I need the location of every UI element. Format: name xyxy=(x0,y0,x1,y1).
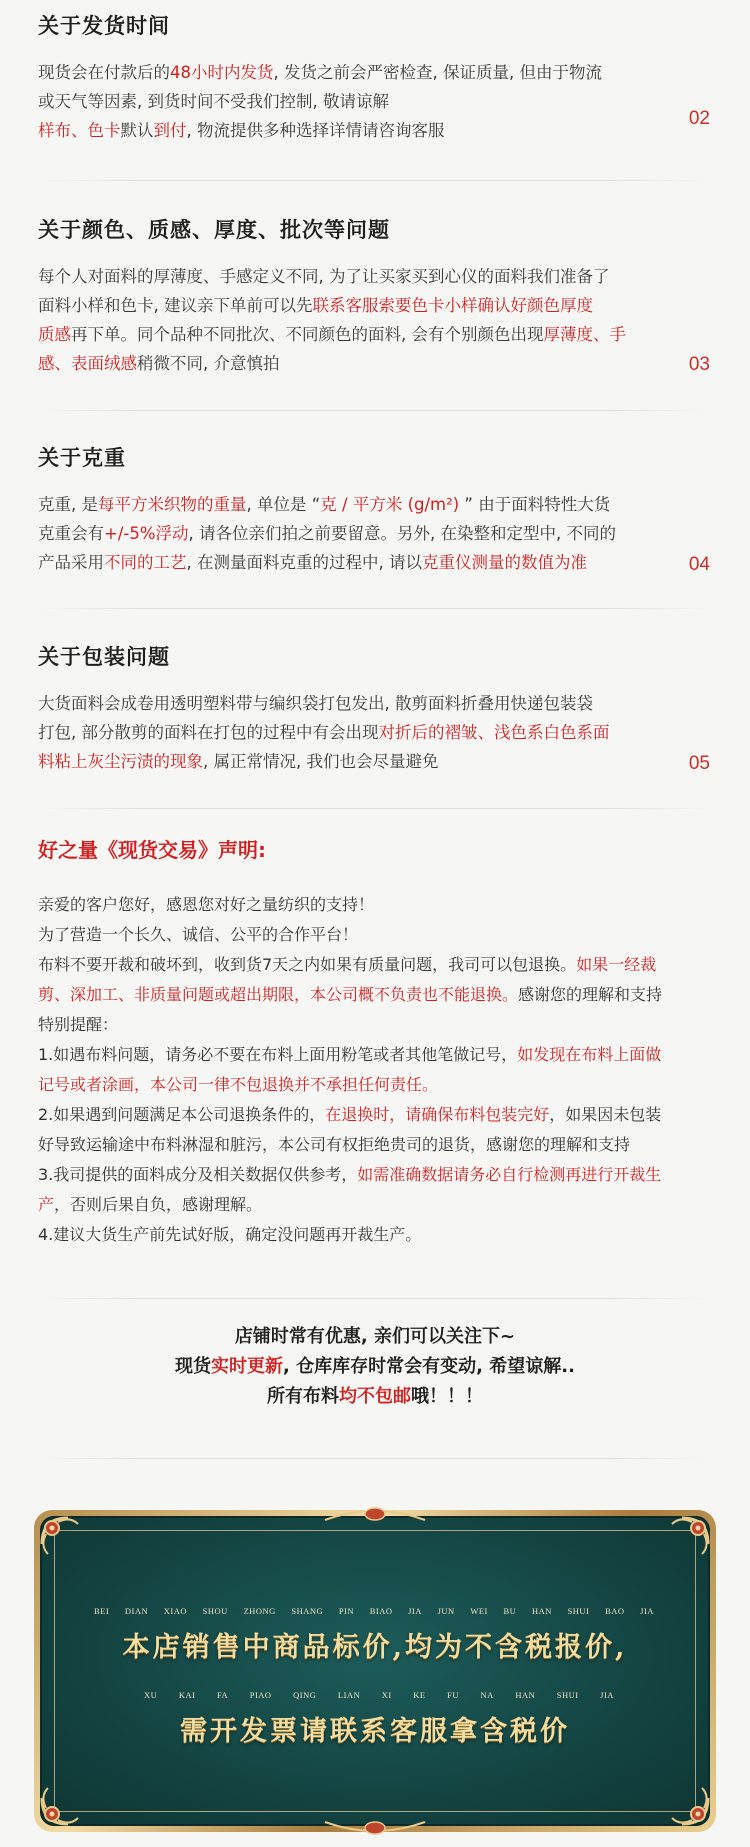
highlight-text: 联系客服索要色卡小样确认好颜色厚度 xyxy=(312,296,593,315)
highlight-text: 记号或者涂画，本公司一律不包退换并不承担任何责任。 xyxy=(38,1075,439,1094)
text-span: 亲爱的客户您好，感恩您对好之量纺织的支持！ xyxy=(38,895,375,914)
text-span: , 请各位亲们拍之前要留意。另外, 在染整和定型中, 不同的 xyxy=(188,524,616,543)
text-span: 4.建议大货生产前先试好版，确定没问题再开裁生产。 xyxy=(38,1225,422,1244)
section-weight xyxy=(38,444,710,578)
trade-statement xyxy=(38,836,718,1250)
corner-ornament-icon xyxy=(38,1774,92,1828)
highlight-text: 不同的工艺 xyxy=(104,553,187,572)
text-span: 稍微不同, 介意慎拍 xyxy=(137,354,280,373)
highlight-text: 到付 xyxy=(153,121,187,140)
text-line xyxy=(38,920,718,950)
text-span: 每个人对面料的厚薄度、手感定义不同, 为了让买家买到心仪的面料我们准备了 xyxy=(38,267,610,286)
text-line xyxy=(38,519,658,548)
text-span: 所有布料 xyxy=(267,1386,339,1407)
section-color-texture xyxy=(38,216,710,378)
top-ornament-icon xyxy=(315,1504,435,1526)
section-number: 05 xyxy=(688,753,710,774)
text-span: , 仓库库存时常会有变动, 希望谅解.. xyxy=(283,1356,575,1377)
text-span: 克重会有 xyxy=(38,524,104,543)
statement-body xyxy=(38,890,718,1250)
pinyin-syllable: KE xyxy=(413,1690,426,1700)
bottom-ornament-icon xyxy=(315,1816,435,1838)
section-body xyxy=(38,490,658,577)
highlight-text: 对折后的褶皱、浅色系白色系面 xyxy=(378,723,610,742)
pinyin-syllable: SHUI xyxy=(556,1690,579,1700)
pinyin-syllable: FA xyxy=(216,1690,229,1700)
section-shipping-time xyxy=(38,12,710,140)
highlight-text: 感、表面绒感 xyxy=(38,354,137,373)
text-span: 为了营造一个长久、诚信、公平的合作平台！ xyxy=(38,925,359,944)
section-title: 关于克重 xyxy=(38,446,126,470)
corner-ornament-icon xyxy=(658,1514,712,1568)
text-line xyxy=(38,262,658,291)
pinyin-syllable: BAO xyxy=(605,1606,625,1616)
text-span: 打包, 部分散剪的面料在打包的过程中有会出现 xyxy=(38,723,379,742)
section-body xyxy=(38,689,658,776)
section-number: 03 xyxy=(688,354,710,375)
highlight-text: 样布、色卡 xyxy=(38,121,121,140)
pinyin-syllable: ZHONG xyxy=(243,1606,276,1616)
text-span: 哦！！！ xyxy=(411,1386,483,1407)
text-span: 大货面料会成卷用透明塑料带与编织袋打包发出, 散剪面料折叠用快递包装袋 xyxy=(38,694,593,713)
text-span: , 在测量面料克重的过程中, 请以 xyxy=(186,553,422,572)
corner-ornament-icon xyxy=(658,1774,712,1828)
text-span: 现货 xyxy=(175,1356,212,1377)
text-line xyxy=(38,87,658,116)
text-line xyxy=(38,950,718,980)
text-span: , 物流提供多种选择详情请咨询客服 xyxy=(186,121,445,140)
pinyin-syllable: DIAN xyxy=(124,1606,149,1616)
divider xyxy=(38,180,710,181)
highlight-text: 如发现在布料上面做 xyxy=(517,1045,662,1064)
text-span: , 发货之前会严密检查, 保证质量, 但由于物流 xyxy=(273,63,602,82)
text-line xyxy=(38,490,658,519)
statement-title: 好之量《现货交易》声明: xyxy=(38,838,266,862)
text-span: ，如果因未包装 xyxy=(549,1105,662,1124)
text-line xyxy=(38,1190,718,1220)
pinyin-syllable: SHANG xyxy=(291,1606,324,1616)
pinyin-syllable: BIAO xyxy=(369,1606,393,1616)
highlight-text: 剪、深加工、非质量问题或超出期限，本公司概不负责也不能退换。 xyxy=(38,985,519,1004)
text-span: 1.如遇布料问题，请务必不要在布料上面用粉笔或者其他笔做记号， xyxy=(38,1045,518,1064)
text-line xyxy=(38,58,658,87)
store-notice xyxy=(0,1322,750,1412)
highlight-text: 克重仪测量的数值为准 xyxy=(421,553,587,572)
text-span: 3.我司提供的面料成分及相关数据仅供参考， xyxy=(38,1165,358,1184)
pinyin-syllable: HAN xyxy=(515,1690,536,1700)
pinyin-syllable: XIAO xyxy=(163,1606,188,1616)
divider xyxy=(38,410,710,411)
text-span: 2.如果遇到问题满足本公司退换条件的， xyxy=(38,1105,326,1124)
text-span: 店铺时常有优惠, 亲们可以关注下~ xyxy=(234,1326,516,1347)
section-packaging xyxy=(38,643,710,777)
section-body xyxy=(38,58,658,145)
pinyin-syllable: SHOU xyxy=(202,1606,228,1616)
text-line xyxy=(38,349,658,378)
text-line xyxy=(38,116,658,145)
banner-inner-border xyxy=(54,1530,696,1812)
banner-line-2: 需开发票请联系客服拿含税价 xyxy=(180,1716,570,1747)
text-line xyxy=(38,1220,718,1250)
text-span: 面料小样和色卡, 建议亲下单前可以先 xyxy=(38,296,313,315)
text-line xyxy=(0,1382,750,1412)
pinyin-row-2 xyxy=(144,1690,614,1700)
pinyin-syllable: JIA xyxy=(408,1606,422,1616)
text-span: 好导致运输途中布料淋湿和脏污，本公司有权拒绝贵司的退货，感谢您的理解和支持 xyxy=(38,1135,631,1154)
section-title: 关于发货时间 xyxy=(38,14,170,38)
divider xyxy=(38,1298,710,1299)
tax-notice-banner xyxy=(34,1510,716,1832)
divider xyxy=(38,1458,710,1459)
text-span: 产品采用 xyxy=(38,553,104,572)
highlight-text: 实时更新 xyxy=(211,1356,284,1377)
text-line xyxy=(38,980,718,1010)
text-line xyxy=(38,689,658,718)
text-span: , 单位是 “ xyxy=(246,495,321,514)
section-title: 关于包装问题 xyxy=(38,645,170,669)
text-line xyxy=(38,1070,718,1100)
text-span: 或天气等因素, 到货时间不受我们控制, 敬请谅解 xyxy=(38,92,389,111)
text-line xyxy=(38,1130,718,1160)
highlight-text: 产 xyxy=(38,1195,55,1214)
section-body xyxy=(38,262,658,378)
pinyin-syllable: SHUI xyxy=(567,1606,590,1616)
pinyin-syllable: BU xyxy=(503,1606,517,1616)
text-line xyxy=(38,320,658,349)
pinyin-syllable: PIN xyxy=(338,1606,355,1616)
text-span: ，否则后果自负，感谢理解。 xyxy=(54,1195,263,1214)
text-line xyxy=(38,548,658,577)
text-span: , 属正常情况, 我们也会尽量避免 xyxy=(203,752,439,771)
highlight-text: 在退换时，请确保布料包装完好 xyxy=(325,1105,550,1124)
text-span: 布料不要开裁和破坏到，收到货7天之内如果有质量问题，我司可以包退换。 xyxy=(38,955,577,974)
text-line xyxy=(38,1160,718,1190)
pinyin-syllable: XI xyxy=(381,1690,392,1700)
pinyin-syllable: JIA xyxy=(600,1690,614,1700)
pinyin-syllable: BEI xyxy=(94,1606,110,1616)
text-line xyxy=(38,747,658,776)
highlight-text: 每平方米织物的重量 xyxy=(98,495,247,514)
text-line xyxy=(38,1100,718,1130)
pinyin-syllable: FU xyxy=(447,1690,459,1700)
divider xyxy=(38,808,710,809)
pinyin-syllable: WEI xyxy=(470,1606,488,1616)
section-number: 02 xyxy=(688,108,710,129)
pinyin-syllable: JIA xyxy=(640,1606,654,1616)
section-title: 关于颜色、质感、厚度、批次等问题 xyxy=(38,218,390,242)
text-line xyxy=(38,1010,718,1040)
pinyin-syllable: QING xyxy=(293,1690,317,1700)
text-span: 现货会在付款后的 xyxy=(38,63,170,82)
pinyin-syllable: LIAN xyxy=(337,1690,361,1700)
text-line xyxy=(38,1040,718,1070)
highlight-text: 厚薄度、手 xyxy=(543,325,626,344)
corner-ornament-icon xyxy=(38,1514,92,1568)
highlight-text: 如需准确数据请务必自行检测再进行开裁生 xyxy=(357,1165,662,1184)
highlight-text: 质感 xyxy=(38,325,71,344)
pinyin-row-1 xyxy=(94,1606,654,1616)
pinyin-syllable: HAN xyxy=(531,1606,552,1616)
text-line xyxy=(38,291,658,320)
pinyin-syllable: JUN xyxy=(437,1606,455,1616)
text-line xyxy=(38,890,718,920)
text-span: 再下单。同个品种不同批次、不同颜色的面料, 会有个别颜色出现 xyxy=(71,325,544,344)
pinyin-syllable: NA xyxy=(480,1690,494,1700)
banner-line-1: 本店销售中商品标价,均为不含税报价, xyxy=(122,1632,628,1663)
text-span: 特别提醒： xyxy=(38,1015,119,1034)
pinyin-syllable: KAI xyxy=(178,1690,196,1700)
text-span: 克重, 是 xyxy=(38,495,98,514)
highlight-text: +/-5%浮动 xyxy=(104,524,189,543)
divider xyxy=(38,608,710,609)
text-span: 感谢您的理解和支持 xyxy=(518,985,663,1004)
highlight-text: 48小时内发货 xyxy=(170,63,274,82)
highlight-text: 如果一经裁 xyxy=(576,955,657,974)
text-line xyxy=(38,718,658,747)
text-span: 默认 xyxy=(120,121,154,140)
text-span: ” 由于面料特性大货 xyxy=(459,495,611,514)
section-number: 04 xyxy=(688,554,710,575)
text-line xyxy=(0,1352,750,1382)
pinyin-syllable: PIAO xyxy=(249,1690,272,1700)
highlight-text: 均不包邮 xyxy=(339,1386,411,1407)
text-line xyxy=(0,1322,750,1352)
pinyin-syllable: XU xyxy=(144,1690,158,1700)
highlight-text: 克 / 平方米 (g/m²) xyxy=(320,495,460,514)
highlight-text: 料粘上灰尘污渍的现象 xyxy=(38,752,203,771)
